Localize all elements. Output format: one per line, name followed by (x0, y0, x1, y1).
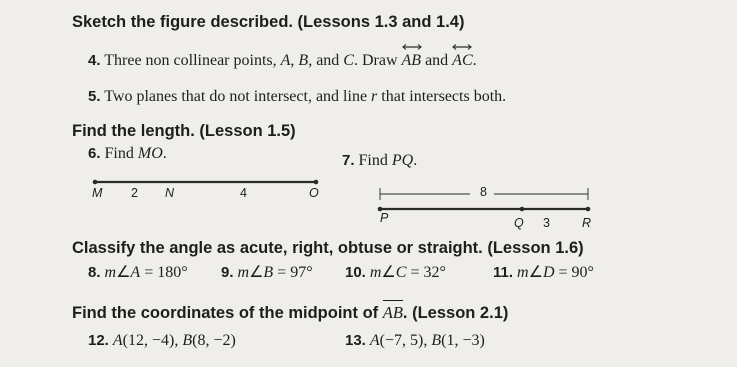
point-a: A (369, 332, 380, 349)
question-number: 6. (88, 145, 101, 162)
point-b: B (431, 332, 442, 349)
section-heading-sketch: Sketch the figure described. (Lessons 1.3 and 1.4) (72, 13, 465, 31)
line-ab-symbol (402, 52, 422, 70)
question-number: 7. (342, 152, 355, 169)
angle-value: 180° (157, 264, 188, 281)
question-4: 4. Three non collinear points, A, B, and C. Draw AB and AC. (88, 52, 477, 70)
point-a: A (112, 332, 123, 349)
angle-name: C (395, 264, 407, 281)
angle-name: B (263, 264, 274, 281)
label-8: 8 (480, 185, 487, 199)
section-heading-classify: Classify the angle as acute, right, obtuse or straight. (Lesson 1.6) (72, 239, 584, 257)
point-a: A (280, 52, 291, 69)
question-12 (88, 332, 236, 350)
question-number: 10. (345, 264, 366, 281)
label-4: 4 (240, 186, 247, 200)
and-word: and (425, 52, 449, 69)
point-b: B (182, 332, 193, 349)
question-9: 9. m∠B = 97° (221, 264, 313, 281)
heading-text-after: . (Lesson 2.1) (402, 304, 509, 322)
line-ac-label: AC (452, 52, 473, 69)
label-3: 3 (543, 216, 550, 230)
segment-ab: AB (382, 303, 403, 322)
section-heading-length: Find the length. (Lesson 1.5) (72, 122, 296, 140)
angle-value: 90° (571, 264, 594, 281)
question-text: Find (358, 152, 388, 169)
question-number: 13. (345, 332, 366, 349)
label-q: Q (514, 216, 524, 230)
line-r: r (371, 88, 378, 105)
point-dot (93, 180, 98, 185)
coords-b: (1, −3) (441, 332, 485, 349)
question-8: 8. m∠A = 180° (88, 264, 188, 281)
label-n: N (165, 186, 175, 200)
angle-name: A (130, 264, 141, 281)
label-2: 2 (131, 186, 138, 200)
label-r: R (582, 216, 592, 230)
label-o: O (309, 186, 319, 200)
coords-a: (−7, 5), (379, 332, 428, 349)
coords-a: (12, −4), (122, 332, 179, 349)
question-text-after: that intersects both. (381, 88, 507, 105)
point-b: B (298, 52, 309, 69)
question-10: 10. m∠C = 32° (345, 264, 446, 281)
point-c: C (343, 52, 354, 69)
question-5 (88, 88, 506, 106)
segment-mo: MO (137, 145, 163, 162)
coords-b: (8, −2) (192, 332, 236, 349)
angle-value: 97° (290, 264, 313, 281)
question-text-mid: . Draw (353, 52, 398, 69)
point-dot (314, 180, 319, 185)
question-number: 8. (88, 264, 101, 281)
question-number: 5. (88, 88, 101, 105)
line-ac-symbol (452, 52, 472, 70)
question-number: 9. (221, 264, 234, 281)
question-number: 4. (88, 52, 101, 69)
number-line-mno (88, 172, 328, 192)
double-arrow-icon (451, 43, 473, 51)
line-ab-label: AB (401, 52, 422, 69)
question-text: Two planes that do not intersect, and line (104, 88, 368, 105)
double-arrow-icon (401, 43, 423, 51)
question-number: 11. (493, 264, 514, 281)
question-7: 7. Find PQ. (342, 152, 418, 169)
heading-text: Find the coordinates of the midpoint of (72, 304, 379, 322)
label-p: P (380, 211, 389, 225)
question-number: 12. (88, 332, 109, 349)
question-6: 6. Find MO. (88, 145, 167, 162)
segment-pq: PQ (391, 152, 414, 169)
angle-name: D (542, 264, 555, 281)
question-text: Find (104, 145, 134, 162)
question-11: 11. m∠D = 90° (493, 264, 594, 281)
section-heading-midpoint (72, 303, 508, 323)
angle-value: 32° (423, 264, 446, 281)
question-13 (345, 332, 485, 350)
label-m: M (92, 186, 103, 200)
question-text: Three non collinear points, (104, 52, 277, 69)
